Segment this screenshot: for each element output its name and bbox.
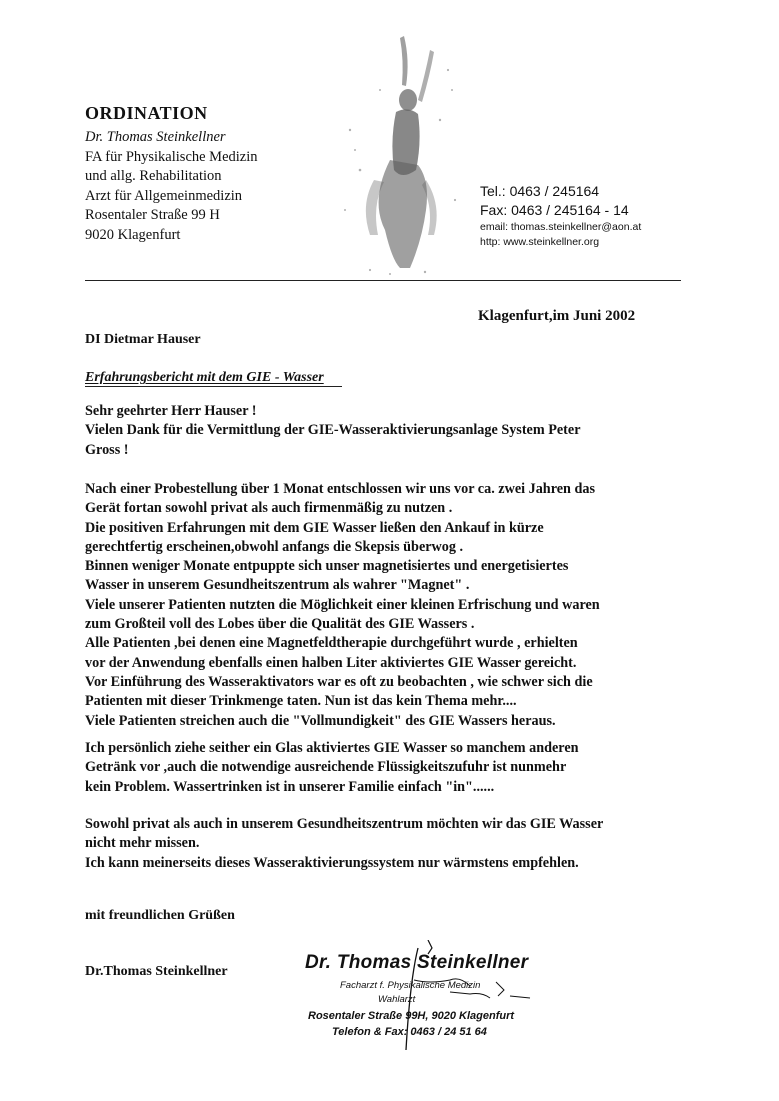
text-line: Alle Patienten ,bei denen eine Magnetfeldtherapie durchgeführt wurde , erhielten <box>85 635 578 652</box>
text-line: Getränk vor ,auch die notwendige ausreichende Flüssigkeitszufuhr ist nunmehr <box>85 759 567 776</box>
text-line: Viele Patienten streichen auch die "Vollmundigkeit" des GIE Wassers heraus. <box>85 712 556 729</box>
doctor-name: Dr. Thomas Steinkellner <box>85 129 226 145</box>
website-address: http: www.steinkellner.org <box>480 236 600 248</box>
paragraph-recommendation <box>85 815 685 873</box>
text-line: Gerät fortan sowohl privat als auch firmenmäßig zu nutzen . <box>85 500 453 517</box>
fax-number: Fax: 0463 / 245164 - 14 <box>480 202 629 218</box>
specialty-line-3: Arzt für Allgemeinmedizin <box>85 187 243 204</box>
text-line: nicht mehr missen. <box>85 835 200 852</box>
letter-date: Klagenfurt,im Juni 2002 <box>478 308 636 324</box>
text-line: Gross ! <box>85 441 129 458</box>
text-line: Vor Einführung des Wasseraktivators war es oft zu beobachten , wie schwer sich die <box>85 673 593 690</box>
text-line: kein Problem. Wassertrinken ist in unserer Familie einfach "in"...... <box>85 778 495 795</box>
letterhead-divider <box>85 280 681 281</box>
text-line: Sowohl privat als auch in unserem Gesundheitszentrum möchten wir das GIE Wasser <box>85 816 604 832</box>
text-line: Die positiven Erfahrungen mit dem GIE Wasser ließen den Ankauf in kürze <box>85 519 544 536</box>
paragraph-personal <box>85 739 685 797</box>
recipient-name: DI Dietmar Hauser <box>85 332 201 347</box>
paragraph-experience <box>85 480 685 731</box>
specialty-line-1: FA für Physikalische Medizin <box>85 148 258 165</box>
stamp-address: Rosentaler Straße 99H, 9020 Klagenfurt <box>308 1010 515 1022</box>
phone-number: Tel.: 0463 / 245164 <box>480 183 600 199</box>
text-line: Nach einer Probestellung über 1 Monat entschlossen wir uns vor ca. zwei Jahren das <box>85 481 595 497</box>
stamp-phone: Telefon & Fax: 0463 / 24 51 64 <box>332 1026 487 1038</box>
city-address: 9020 Klagenfurt <box>85 226 181 243</box>
letterhead-address-block <box>85 128 258 245</box>
dancer-logo-image <box>330 30 470 280</box>
text-line: Patienten mit dieser Trinkmenge taten. Nun ist das kein Thema mehr.... <box>85 693 517 710</box>
paragraph-greeting <box>85 402 685 460</box>
closing-greeting: mit freundlichen Grüßen <box>85 908 235 923</box>
text-line: gerechtfertig erscheinen,obwohl anfangs die Skepsis überwog . <box>85 538 464 555</box>
street-address: Rosentaler Straße 99 H <box>85 207 220 223</box>
letter-subject: Erfahrungsbericht mit dem GIE - Wasser <box>85 370 342 387</box>
letterhead-title: ORDINATION <box>85 103 208 123</box>
contact-block <box>480 182 641 250</box>
stamp-name: Dr. Thomas Steinkellner <box>305 952 529 973</box>
text-line: Sehr geehrter Herr Hauser ! <box>85 403 257 419</box>
stamp-specialty: Facharzt f. Physikalische Medizin <box>340 980 481 991</box>
signer-name: Dr.Thomas Steinkellner <box>85 964 228 979</box>
text-line: zum Großteil voll des Lobes über die Qualität des GIE Wassers . <box>85 616 475 633</box>
handwritten-signature <box>300 940 560 1055</box>
text-line: Ich kann meinerseits dieses Wasseraktivierungssystem nur wärmstens empfehlen. <box>85 854 579 871</box>
email-address: email: thomas.steinkellner@aon.at <box>480 221 642 233</box>
text-line: vor der Anwendung ebenfalls einen halben Liter aktiviertes GIE Wasser gereicht. <box>85 654 577 671</box>
text-line: Binnen weniger Monate entpuppte sich unser magnetisiertes und energetisiertes <box>85 558 569 575</box>
text-line: Vielen Dank für die Vermittlung der GIE-Wasseraktivierungsanlage System Peter <box>85 422 581 439</box>
specialty-line-2: und allg. Rehabilitation <box>85 168 222 184</box>
text-line: Ich persönlich ziehe seither ein Glas aktiviertes GIE Wasser so manchem anderen <box>85 740 579 756</box>
doctor-stamp <box>300 940 560 1055</box>
text-line: Wasser in unserem Gesundheitszentrum als wahrer "Magnet" . <box>85 577 470 594</box>
stamp-status: Wahlarzt <box>378 994 416 1005</box>
text-line: Viele unserer Patienten nutzten die Möglichkeit einer kleinen Erfrischung und waren <box>85 596 600 613</box>
